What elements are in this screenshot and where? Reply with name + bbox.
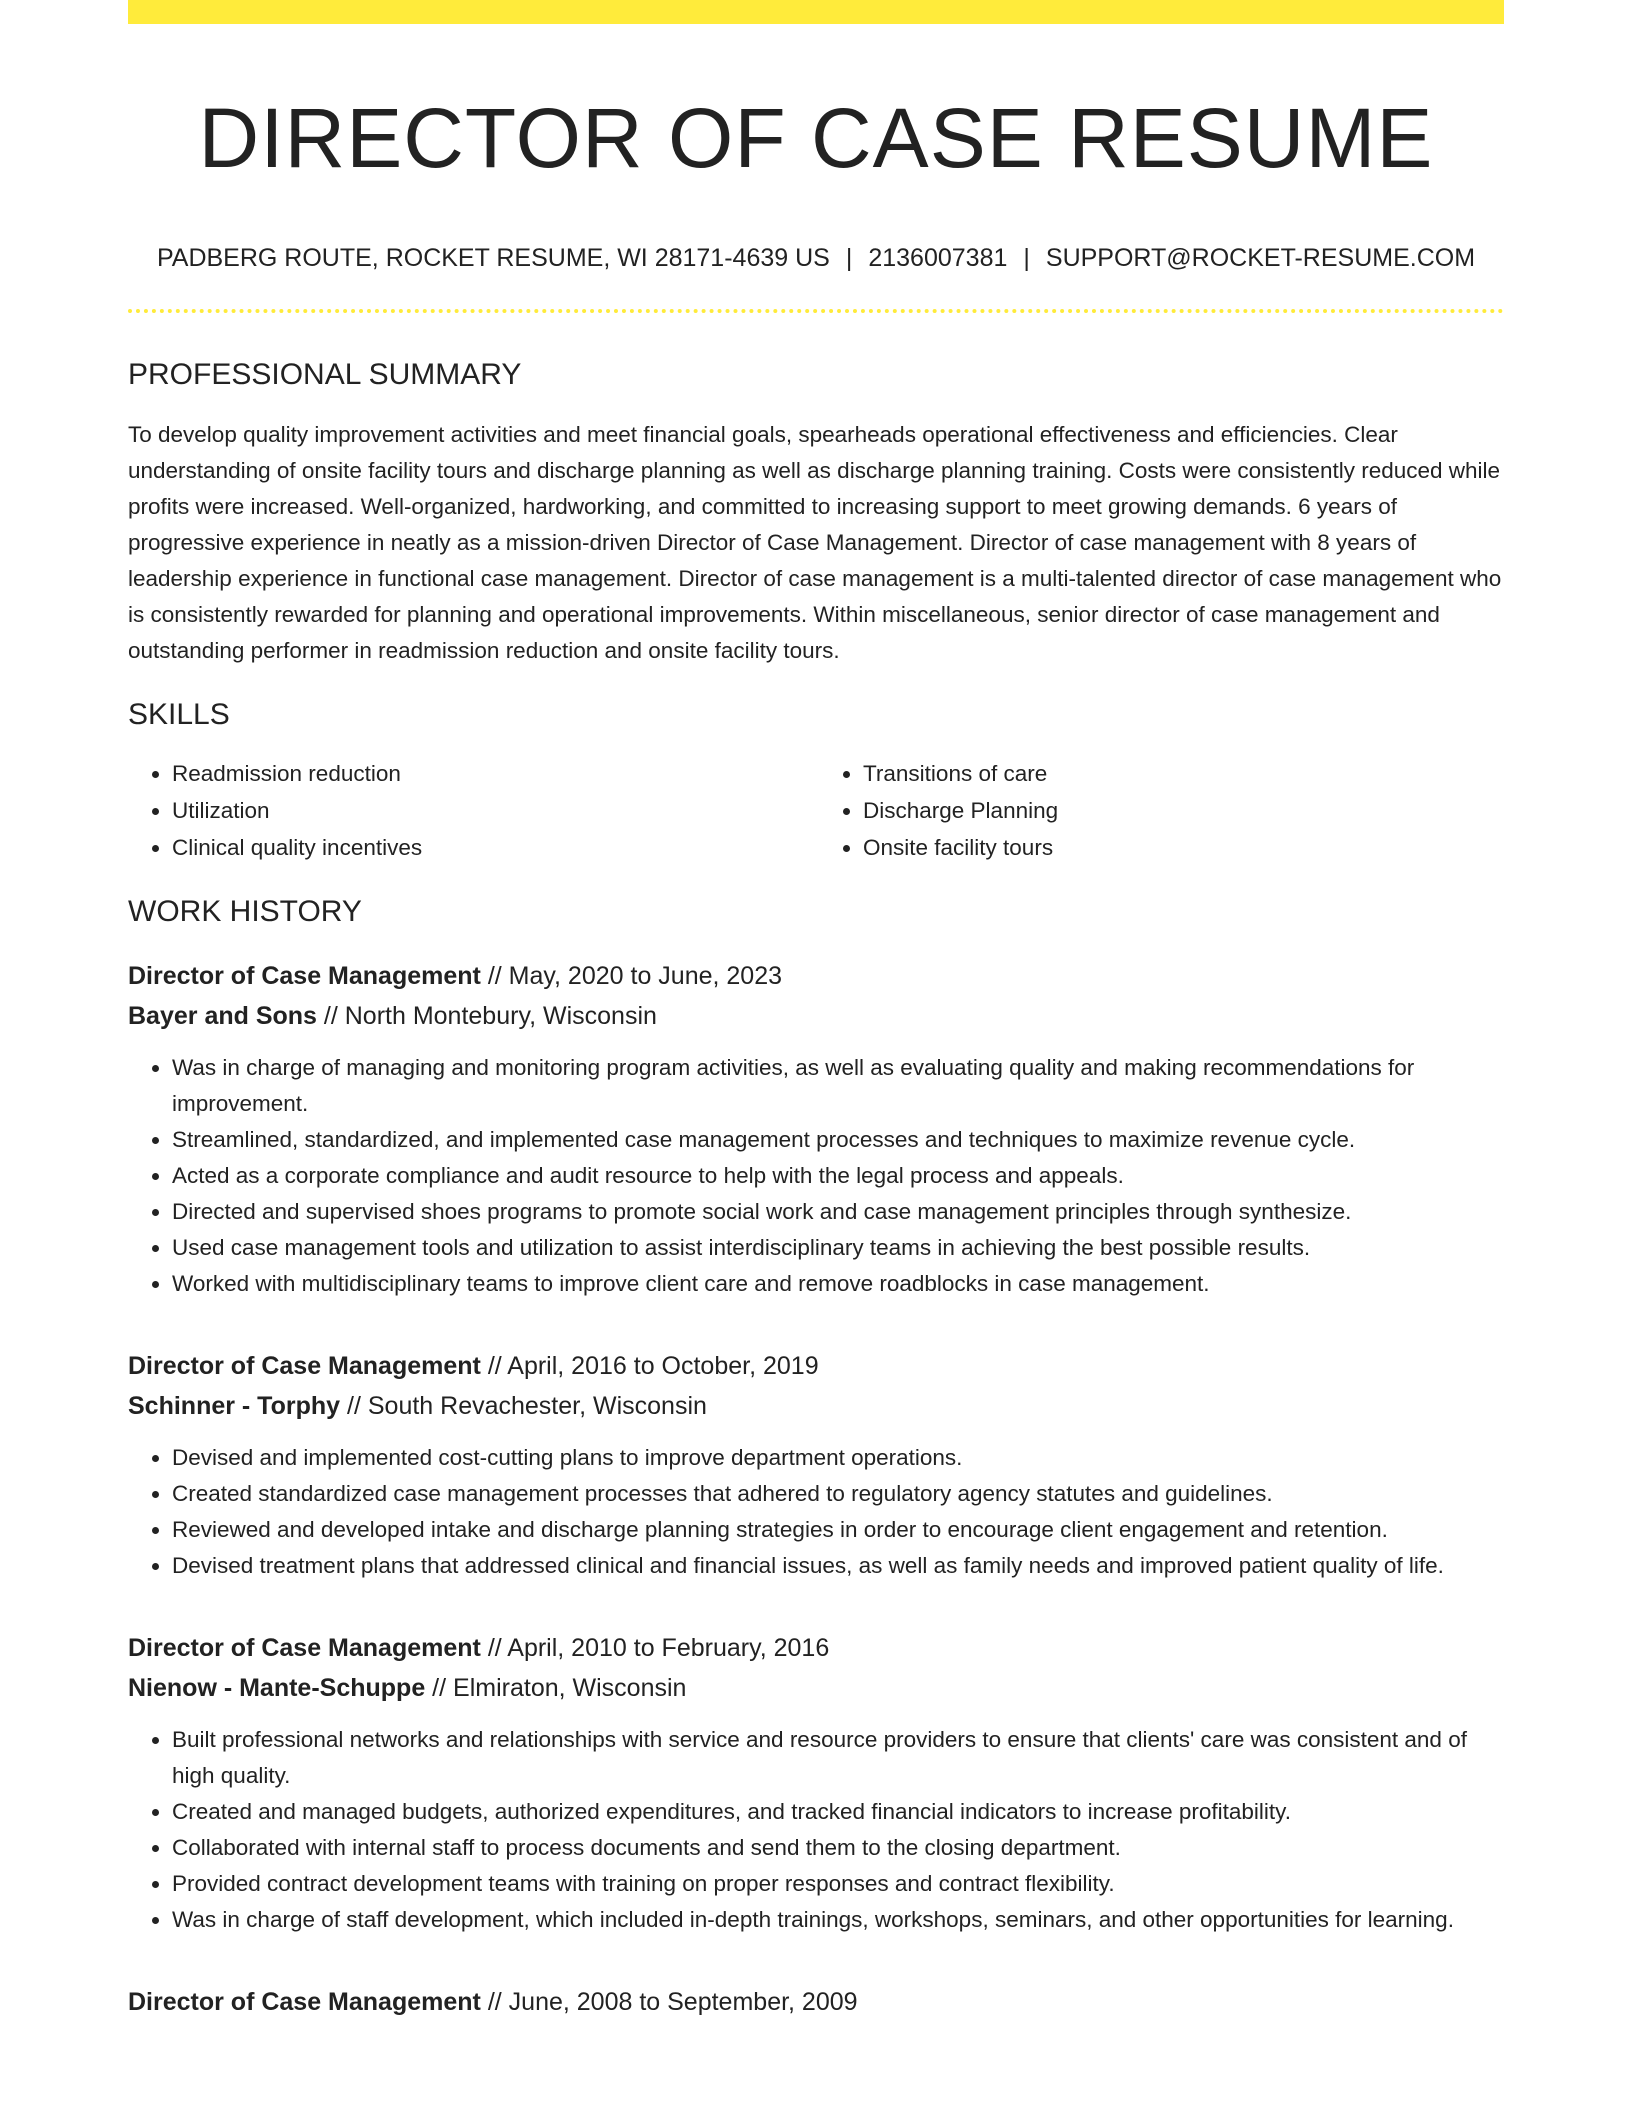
skills-heading: SKILLS [128, 697, 230, 731]
job-title-line [128, 956, 1504, 996]
job-dates: April, 2016 to October, 2019 [507, 1351, 819, 1380]
job-title-line [128, 1628, 1504, 1668]
job-bullet: • Devised and implemented cost-cutting plans to improve department operations. [172, 1440, 1504, 1476]
job-bullet: • Built professional networks and relationships with service and resource providers to ensure that clients' care was consistent and of high quality. [172, 1722, 1504, 1794]
job-dates: June, 2008 to September, 2009 [508, 1987, 858, 2016]
field-separator: // [480, 1351, 508, 1380]
contact-separator: | [845, 243, 853, 272]
job-location: Elmiraton, Wisconsin [453, 1673, 687, 1702]
skill-item: • Utilization [172, 792, 813, 829]
field-separator: // [480, 1987, 509, 2016]
job-company-line [128, 996, 1504, 1036]
job-location: North Montebury, Wisconsin [344, 1001, 657, 1030]
skill-item: • Transitions of care [863, 755, 1504, 792]
job-company: Nienow - Mante-Schuppe [128, 1673, 426, 1702]
job-bullet: • Created standardized case management processes that adhered to regulatory agency statutes and guidelines. [172, 1476, 1504, 1512]
job-bullet: • Devised treatment plans that addressed clinical and financial issues, as well as family needs and improved patient quality of life. [172, 1548, 1504, 1584]
job-bullet: • Provided contract development teams with training on proper responses and contract flexibility. [172, 1866, 1504, 1902]
resume-title: DIRECTOR OF CASE RESUME [198, 91, 1434, 185]
dotted-divider [128, 309, 1504, 313]
job-company: Bayer and Sons [128, 1001, 317, 1030]
job-company-line [128, 1386, 1504, 1426]
contact-line [128, 243, 1504, 273]
job-title-line [128, 1982, 1504, 2022]
job-bullet: • Acted as a corporate compliance and audit resource to help with the legal process and appeals. [172, 1158, 1504, 1194]
job-bullets [128, 1722, 1504, 1938]
contact-email: SUPPORT@ROCKET-RESUME.COM [1045, 243, 1476, 272]
field-separator: // [480, 961, 509, 990]
job-entry [128, 1628, 1504, 1938]
job-bullet: • Directed and supervised shoes programs to promote social work and case management principles through synthesize. [172, 1194, 1504, 1230]
contact-separator: | [1023, 243, 1030, 272]
job-bullet: • Collaborated with internal staff to process documents and send them to the closing department. [172, 1830, 1504, 1866]
skills-list [128, 755, 1504, 866]
job-entry [128, 1346, 1504, 1584]
job-bullet: • Worked with multidisciplinary teams to improve client care and remove roadblocks in case management. [172, 1266, 1504, 1302]
job-entry [128, 956, 1504, 1302]
skills-column-left [128, 755, 813, 866]
job-bullet: • Used case management tools and utilization to assist interdisciplinary teams in achieving the best possible results. [172, 1230, 1504, 1266]
work-history-heading: WORK HISTORY [128, 894, 362, 928]
job-title: Director of Case Management [128, 1351, 481, 1380]
job-bullets [128, 1050, 1504, 1302]
job-bullets [128, 1440, 1504, 1584]
job-bullet: • Streamlined, standardized, and implemented case management processes and techniques to maximize revenue cycle. [172, 1122, 1504, 1158]
job-bullet: • Was in charge of managing and monitoring program activities, as well as evaluating quality and making recommendations for improvement. [172, 1050, 1504, 1122]
field-separator: // [425, 1673, 454, 1702]
skill-item: • Clinical quality incentives [172, 829, 813, 866]
job-bullet: • Was in charge of staff development, which included in-depth trainings, workshops, seminars, and other opportunities for learning. [172, 1902, 1504, 1938]
skill-item: • Discharge Planning [863, 792, 1504, 829]
summary-heading: PROFESSIONAL SUMMARY [128, 357, 522, 391]
contact-phone: 2136007381 [868, 243, 1008, 272]
job-dates: April, 2010 to February, 2016 [507, 1633, 830, 1662]
skill-item: • Readmission reduction [172, 755, 813, 792]
field-separator: // [480, 1633, 508, 1662]
skills-column-right [813, 755, 1504, 866]
job-dates: May, 2020 to June, 2023 [508, 961, 783, 990]
job-entry [128, 1982, 1504, 2022]
job-company: Schinner - Torphy [128, 1391, 341, 1420]
job-company-line [128, 1668, 1504, 1708]
summary-text: To develop quality improvement activities and meet financial goals, spearheads operational effectiveness and efficiencies. Clear understanding of onsite facility tours and discharge planning as well as discharge planning training. Costs were consistently reduced while profits were increased. Well-organized, hardworking, and committed to increasing support to meet growing demands. 6 years of progressive experience in neatly as a mission-driven Director of Case Management. Director of case management with 8 years of leadership experience in functional case management. Director of case management is a multi-talented director of case management who is consistently rewarded for planning and operational improvements. Within miscellaneous, senior director of case management and outstanding performer in readmission reduction and onsite facility tours. [128, 421, 1502, 663]
accent-top-bar [128, 0, 1504, 24]
field-separator: // [316, 1001, 345, 1030]
job-title: Director of Case Management [128, 961, 481, 990]
resume-page [128, 0, 1504, 2022]
job-title-line [128, 1346, 1504, 1386]
contact-address: PADBERG ROUTE, ROCKET RESUME, WI 28171-4639 US [156, 243, 830, 272]
job-location: South Revachester, Wisconsin [367, 1391, 707, 1420]
job-bullet: • Reviewed and developed intake and discharge planning strategies in order to encourage client engagement and retention. [172, 1512, 1504, 1548]
skill-item: • Onsite facility tours [863, 829, 1504, 866]
job-title: Director of Case Management [128, 1633, 481, 1662]
job-title: Director of Case Management [128, 1987, 481, 2016]
job-bullet: • Created and managed budgets, authorized expenditures, and tracked financial indicators to increase profitability. [172, 1794, 1504, 1830]
field-separator: // [340, 1391, 368, 1420]
